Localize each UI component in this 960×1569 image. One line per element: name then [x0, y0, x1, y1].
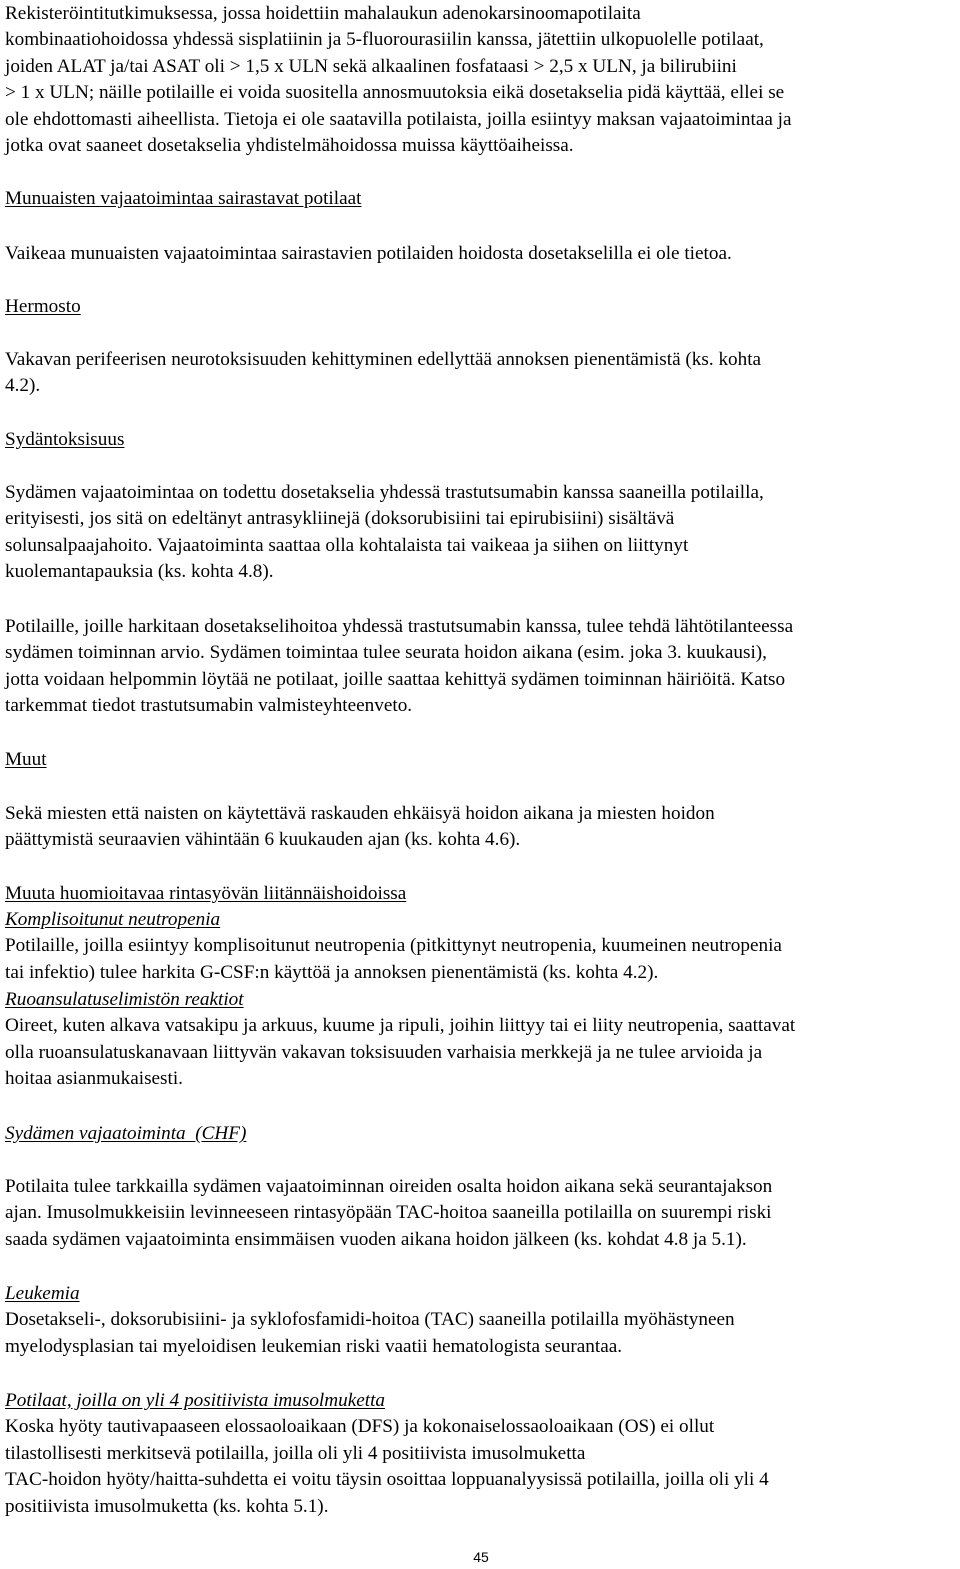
section-heading: Muut	[5, 749, 47, 770]
chf-paragraph	[5, 1174, 772, 1253]
text-line: Sekä miesten että naisten on käytettävä raskauden ehkäisyä hoidon aikana ja miesten hoidon	[5, 803, 715, 824]
text-line: tarkemmat tiedot trastutsumabin valmisteyhteenveto.	[5, 695, 413, 717]
text-line: Dosetakseli-, doksorubisiini- ja syklofosfamidi-hoitoa (TAC) saaneilla potilailla myöhästyneen	[5, 1309, 735, 1331]
intro-paragraph	[5, 1, 792, 159]
text-line: ole ehdottomasti aiheellista. Tietoja ei ole saatavilla potilaista, joilla esiintyy maksan vajaatoimintaa ja	[5, 108, 792, 130]
text-line: Sydämen vajaatoimintaa on todettu dosetakselia yhdessä trastutsumabin kanssa saaneilla potilailla,	[5, 482, 764, 503]
nervous-paragraph	[5, 347, 761, 400]
text-line: tilastollisesti merkitsevä potilailla, joilla oli yli 4 positiivista imusolmuketta	[5, 1442, 586, 1464]
section-heading: Muuta huomioitavaa rintasyövän liitännäishoidoissa	[5, 883, 407, 904]
subsection-heading: Potilaat, joilla on yli 4 positiivista imusolmuketta	[5, 1390, 386, 1411]
other-paragraph	[5, 801, 715, 854]
text-line: sydämen toiminnan arvio. Sydämen toimintaa tulee seurata hoidon aikana (esim. joka 3. kuukausi),	[5, 642, 767, 664]
subsection-heading: Sydämen vajaatoiminta (CHF)	[5, 1123, 247, 1144]
other-heading	[5, 747, 47, 773]
text-line: hoitaa asianmukaisesti.	[5, 1068, 183, 1090]
text-line: saada sydämen vajaatoiminta ensimmäisen vuoden aikana hoidon jälkeen (ks. kohdat 4.8 ja 5.1).	[5, 1228, 747, 1250]
text-line: solunsalpaajahoito. Vajaatoiminta saattaa olla kohtalaista tai vaikeaa ja siihen on liittynyt	[5, 534, 689, 556]
text-line: Koska hyöty tautivapaaseen elossaoloaikaan (DFS) ja kokonaiselossaoloaikaan (OS) ei ollut	[5, 1416, 715, 1438]
text-line: myelodysplasian tai myeloidisen leukemian riski vaatii hematologista seurantaa.	[5, 1335, 623, 1357]
text-line: päättymistä seuraavien vähintään 6 kuukauden ajan (ks. kohta 4.6).	[5, 829, 521, 851]
text-line: kombinaatiohoidossa yhdessä sisplatiinin ja 5-fluorourasiilin kanssa, jätettiin ulkopuolelle potilaat,	[5, 29, 764, 51]
text-line: jotka ovat saaneet dosetakselia yhdistelmähoidossa muissa käyttöaiheissa.	[5, 135, 574, 157]
text-line: jotta voidaan helpommin löytää ne potilaat, joille saattaa kehittyä sydämen toiminnan häiriöitä. Katso	[5, 668, 786, 690]
section-heading: Hermosto	[5, 296, 81, 317]
text-line: 4.2).	[5, 375, 41, 397]
cardiac-paragraph-1	[5, 480, 764, 586]
text-line: joiden ALAT ja/tai ASAT oli > 1,5 x ULN sekä alkaalinen fosfataasi > 2,5 x ULN, ja bilirubiini	[5, 55, 737, 77]
text-line: Oireet, kuten alkava vatsakipu ja arkuus, kuume ja ripuli, joihin liittyy tai ei liity neutropenia, saattavat	[5, 1015, 796, 1037]
text-line: positiivista imusolmuketta (ks. kohta 5.1).	[5, 1495, 329, 1517]
nervous-heading	[5, 294, 81, 320]
text-line: tai infektio) tulee harkita G-CSF:n käyttöä ja annoksen pienentämistä (ks. kohta 4.2).	[5, 961, 659, 983]
cardiac-paragraph-2	[5, 614, 793, 720]
cardiac-heading	[5, 427, 124, 453]
page-number: 45	[473, 1549, 489, 1565]
text-line: Potilaita tulee tarkkailla sydämen vajaatoiminnan oireiden osalta hoidon aikana sekä seurantajakson	[5, 1176, 773, 1197]
section-heading: Sydäntoksisuus	[5, 429, 125, 450]
text-line: kuolemantapauksia (ks. kohta 4.8).	[5, 561, 274, 583]
text-line: Vakavan perifeerisen neurotoksisuuden kehittyminen edellyttää annoksen pienentämistä (ks. kohta	[5, 349, 762, 370]
subsection-heading-line	[5, 1388, 769, 1414]
text-line: Potilaille, joilla esiintyy komplisoitunut neutropenia (pitkittynyt neutropenia, kuumeinen neutropenia	[5, 935, 782, 957]
renal-heading	[5, 186, 361, 212]
text-line: > 1 x ULN; näille potilaille ei voida suositella annosmuutoksia eikä dosetakselia pidä käyttää, ellei se	[5, 82, 785, 104]
gi-block	[5, 987, 795, 1093]
nodes-block	[5, 1388, 769, 1520]
section-heading: Munuaisten vajaatoimintaa sairastavat potilaat	[5, 188, 362, 209]
subsection-heading-line	[5, 1281, 735, 1307]
text-line: erityisesti, jos sitä on edeltänyt antrasykliinejä (doksorubisiini tai epirubisiini) sisältävä	[5, 508, 675, 530]
subsection-heading: Leukemia	[5, 1283, 80, 1304]
text-line: ajan. Imusolmukkeisiin levinneeseen rintasyöpään TAC-hoitoa saaneilla potilailla on suurempi riski	[5, 1202, 772, 1224]
subsection-heading-line	[5, 987, 795, 1013]
subsection-heading: Ruoansulatuselimistön reaktiot	[5, 989, 244, 1010]
neutropenia-block	[5, 907, 782, 986]
text-line: Vaikeaa munuaisten vajaatoimintaa sairastavien potilaiden hoidosta dosetakselilla ei ole tietoa.	[5, 243, 732, 264]
renal-paragraph	[5, 241, 732, 267]
subsection-heading: Komplisoitunut neutropenia	[5, 909, 221, 930]
chf-heading	[5, 1121, 246, 1147]
text-line: TAC-hoidon hyöty/haitta-suhdetta ei voitu täysin osoittaa loppuanalyysissä potilailla, joilla oli yli 4	[5, 1469, 769, 1491]
subsection-heading-line	[5, 907, 782, 933]
adjuvant-heading	[5, 881, 406, 907]
leukemia-block	[5, 1281, 735, 1360]
text-line: olla ruoansulatuskanavaan liittyvän vakavan toksisuuden varhaisia merkkejä ja ne tulee arvioida ja	[5, 1041, 763, 1063]
text-line: Potilaille, joille harkitaan dosetakselihoitoa yhdessä trastutsumabin kanssa, tulee tehdä lähtötilanteessa	[5, 616, 794, 637]
text-line: Rekisteröintitutkimuksessa, jossa hoidettiin mahalaukun adenokarsinoomapotilaita	[5, 3, 641, 24]
